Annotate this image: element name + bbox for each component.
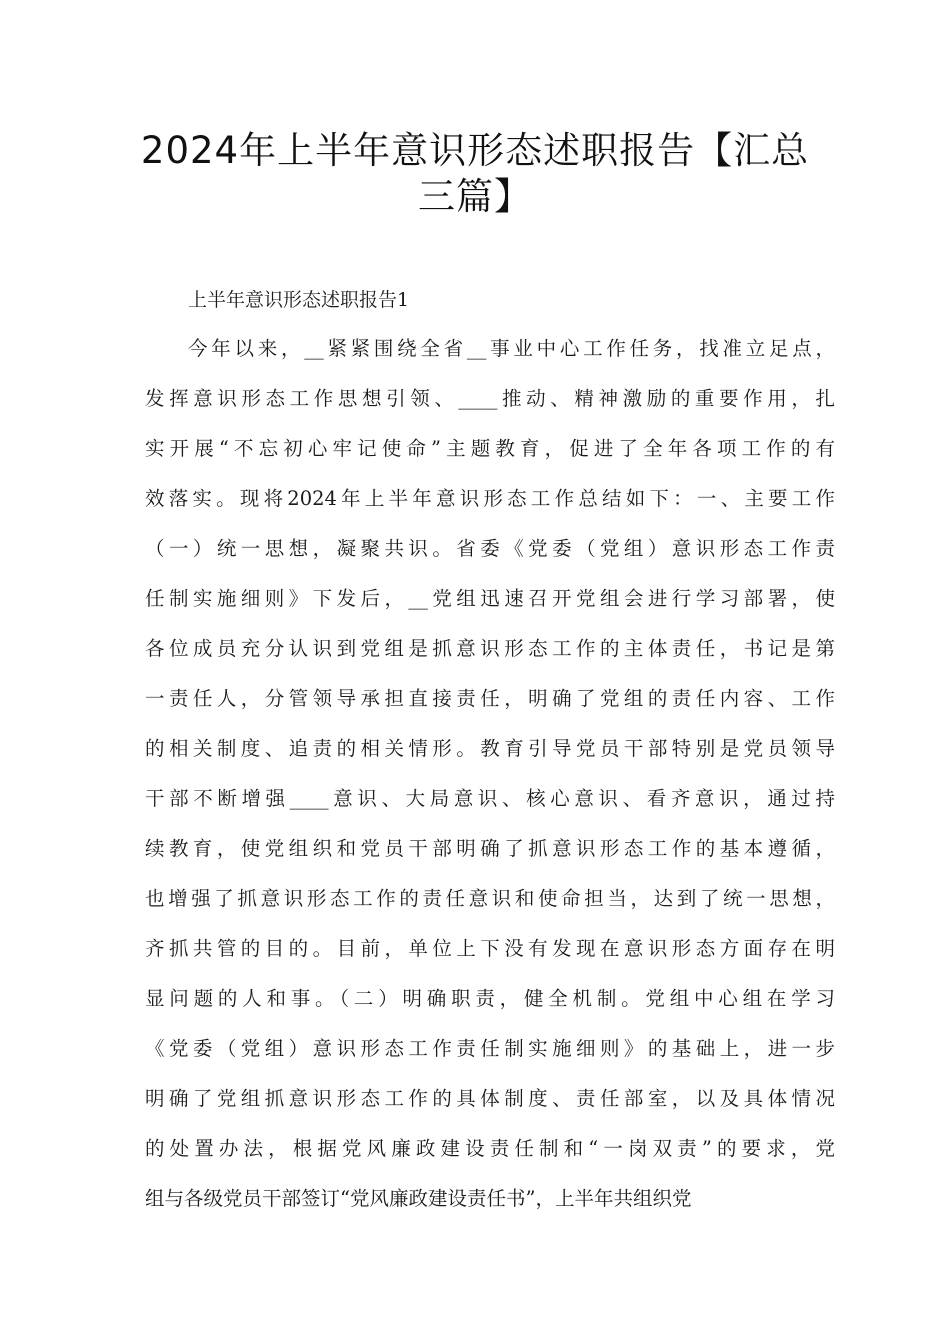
text-line: 组与各级党员干部签订“党风廉政建设责任书”，上半年共组织党 <box>145 1187 692 1210</box>
text-line: 《党委（党组）意识形态工作责任制实施细则》的基础上，进一步 <box>145 1037 835 1060</box>
text-line: 任制实施细则》下发后，__党组迅速召开党组会进行学习部署，使 <box>145 587 835 610</box>
document-title <box>110 128 840 220</box>
text-line: 续教育，使党组织和党员干部明确了抓意识形态工作的基本遵循， <box>145 837 835 860</box>
section-heading: 上半年意识形态述职报告1 <box>188 289 410 311</box>
title-line-1: 2024年上半年意识形态述职报告【汇总 <box>140 129 810 172</box>
text-line: 各位成员充分认识到党组是抓意识形态工作的主体责任，书记是第 <box>145 637 835 660</box>
text-line: 效落实。现将2024年上半年意识形态工作总结如下：一、主要工作 <box>145 487 835 510</box>
text-line: （一）统一思想，凝聚共识。省委《党委（党组）意识形态工作责 <box>145 537 835 560</box>
text-line: 的处置办法，根据党风廉政建设责任制和“一岗双责”的要求，党 <box>145 1137 835 1160</box>
text-line: 一责任人，分管领导承担直接责任，明确了党组的责任内容、工作 <box>145 687 835 710</box>
text-line: 今年以来，__紧紧围绕全省__事业中心工作任务，找准立足点， <box>188 337 835 360</box>
text-line: 明确了党组抓意识形态工作的具体制度、责任部室，以及具体情况 <box>145 1087 835 1110</box>
text-line: 实开展“不忘初心牢记使命”主题教育，促进了全年各项工作的有 <box>145 437 835 460</box>
title-line-2: 三篇】 <box>418 175 532 218</box>
text-line: 也增强了抓意识形态工作的责任意识和使命担当，达到了统一思想， <box>145 887 835 910</box>
text-line: 显问题的人和事。（二）明确职责，健全机制。党组中心组在学习 <box>145 987 835 1010</box>
text-line: 干部不断增强____意识、大局意识、核心意识、看齐意识，通过持 <box>145 787 835 810</box>
text-line: 的相关制度、追责的相关情形。教育引导党员干部特别是党员领导 <box>145 737 835 760</box>
text-line: 齐抓共管的目的。目前，单位上下没有发现在意识形态方面存在明 <box>145 937 835 960</box>
text-line: 发挥意识形态工作思想引领、____推动、精神激励的重要作用，扎 <box>145 387 835 410</box>
